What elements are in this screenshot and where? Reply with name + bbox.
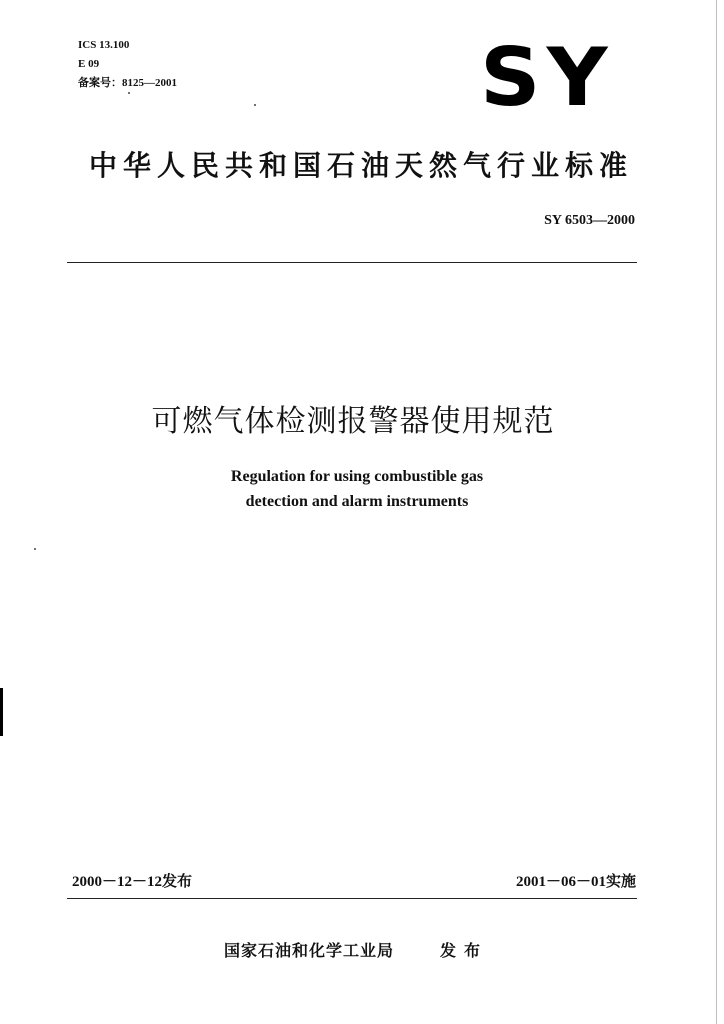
bottom-divider [67, 898, 637, 899]
english-title-line-2: detection and alarm instruments [245, 493, 469, 510]
standard-number: SY 6503—2000 [544, 213, 635, 228]
implementation-date: 2001－06－01实施 [515, 874, 636, 890]
scan-edge [716, 0, 717, 1024]
issue-date: 2000－12－12发布 [72, 874, 193, 890]
top-divider [67, 262, 637, 263]
scan-speck [254, 104, 256, 106]
sy-logo: SY [480, 31, 614, 124]
ccs-code: E 09 [78, 58, 100, 70]
english-title-line-1: Regulation for using combustible gas [230, 468, 484, 485]
industry-standard-title: 中华人民共和国石油天然气行业标准 [89, 149, 634, 182]
document-title-chinese: 可燃气体检测报警器使用规范 [151, 404, 555, 439]
scan-speck [34, 548, 36, 550]
scan-mark [0, 688, 3, 736]
classification-block [78, 36, 177, 93]
record-number: 备案号：8125—2001 [78, 77, 177, 89]
scan-speck [128, 92, 130, 94]
ics-code: ICS 13.100 [78, 39, 130, 51]
document-title-english [0, 464, 724, 514]
publish-label: 发布 [440, 941, 489, 960]
publisher-name: 国家石油和化学工业局 [224, 941, 395, 960]
